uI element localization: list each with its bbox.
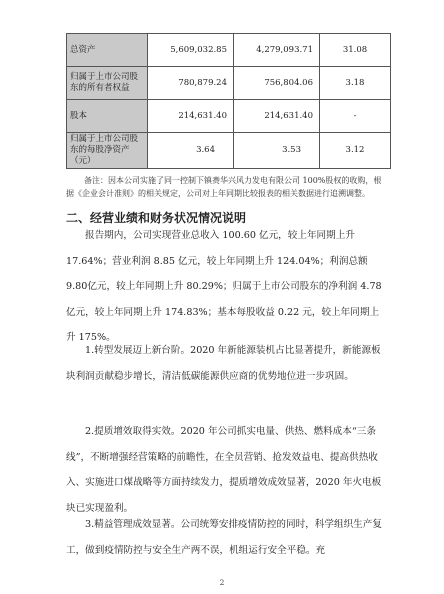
cell-value: 756,804.06 [234,67,320,100]
row-label: 归属于上市公司股东的所有者权益 [67,67,148,100]
paragraph: 报告期内，公司实现营业总收入 100.60 亿元，较上年同期上升17.64%；营业利润 8.85 亿元，较上年同期上升 124.04%；利润总额 9.80亿元，较上年同期上升 80.29%；归属于上市公司股东的净利润 4.78亿元，较上年同期上升 174.83%；基本每股收益 0.22 元，较上年同期上升 175%。 [66,230,382,343]
cell-value: 3.53 [234,133,320,169]
cell-value: 4,279,093.71 [234,34,320,67]
cell-value: - [320,100,391,133]
cell-value: 5,609,032.85 [148,34,234,67]
row-label: 总资产 [67,34,148,67]
table-row [67,67,391,100]
section-heading: 二、经营业绩和财务状况情况说明 [66,211,247,225]
page-number: 2 [219,578,225,587]
table-row [67,34,391,67]
table-row [67,133,391,169]
row-label: 归属于上市公司股东的每股净资产（元） [67,133,148,169]
cell-value: 3.12 [320,133,391,169]
paragraph: 3.精益管理成效显著。公司统筹安排疫情防控的同时，科学组织生产复工，做到疫情防控与安全生产两不误，机组运行安全平稳。充 [66,519,382,556]
cell-value: 214,631.40 [234,100,320,133]
cell-value: 31.08 [320,34,391,67]
cell-value: 3.64 [148,133,234,169]
paragraph: 2.提质增效取得实效。2020 年公司抓实电量、供热、燃料成本“三条线”，不断增强经营策略的前瞻性，在全员营销、抢发效益电、提高供热收入、实施进口煤战略等方面持续发力，提质增效成效显著，2020 年火电板块已实现盈利。 [66,426,382,514]
table-row [67,100,391,133]
cell-value: 214,631.40 [148,100,234,133]
table-note: 备注：因本公司实施了同一控制下镇赉华兴风力发电有限公司 100%股权的收购，根据《企业会计准则》的相关规定，公司对上年同期比较报表的相关数据进行追溯调整。 [66,176,382,198]
cell-value: 780,879.24 [148,67,234,100]
financial-table [66,33,391,169]
cell-value: 3.18 [320,67,391,100]
paragraph: 1.转型发展迈上新台阶。2020 年新能源装机占比显著提升，新能源板块利润贡献稳步增长，清洁低碳能源供应商的优势地位进一步巩固。 [66,345,381,382]
row-label: 股本 [67,100,148,133]
